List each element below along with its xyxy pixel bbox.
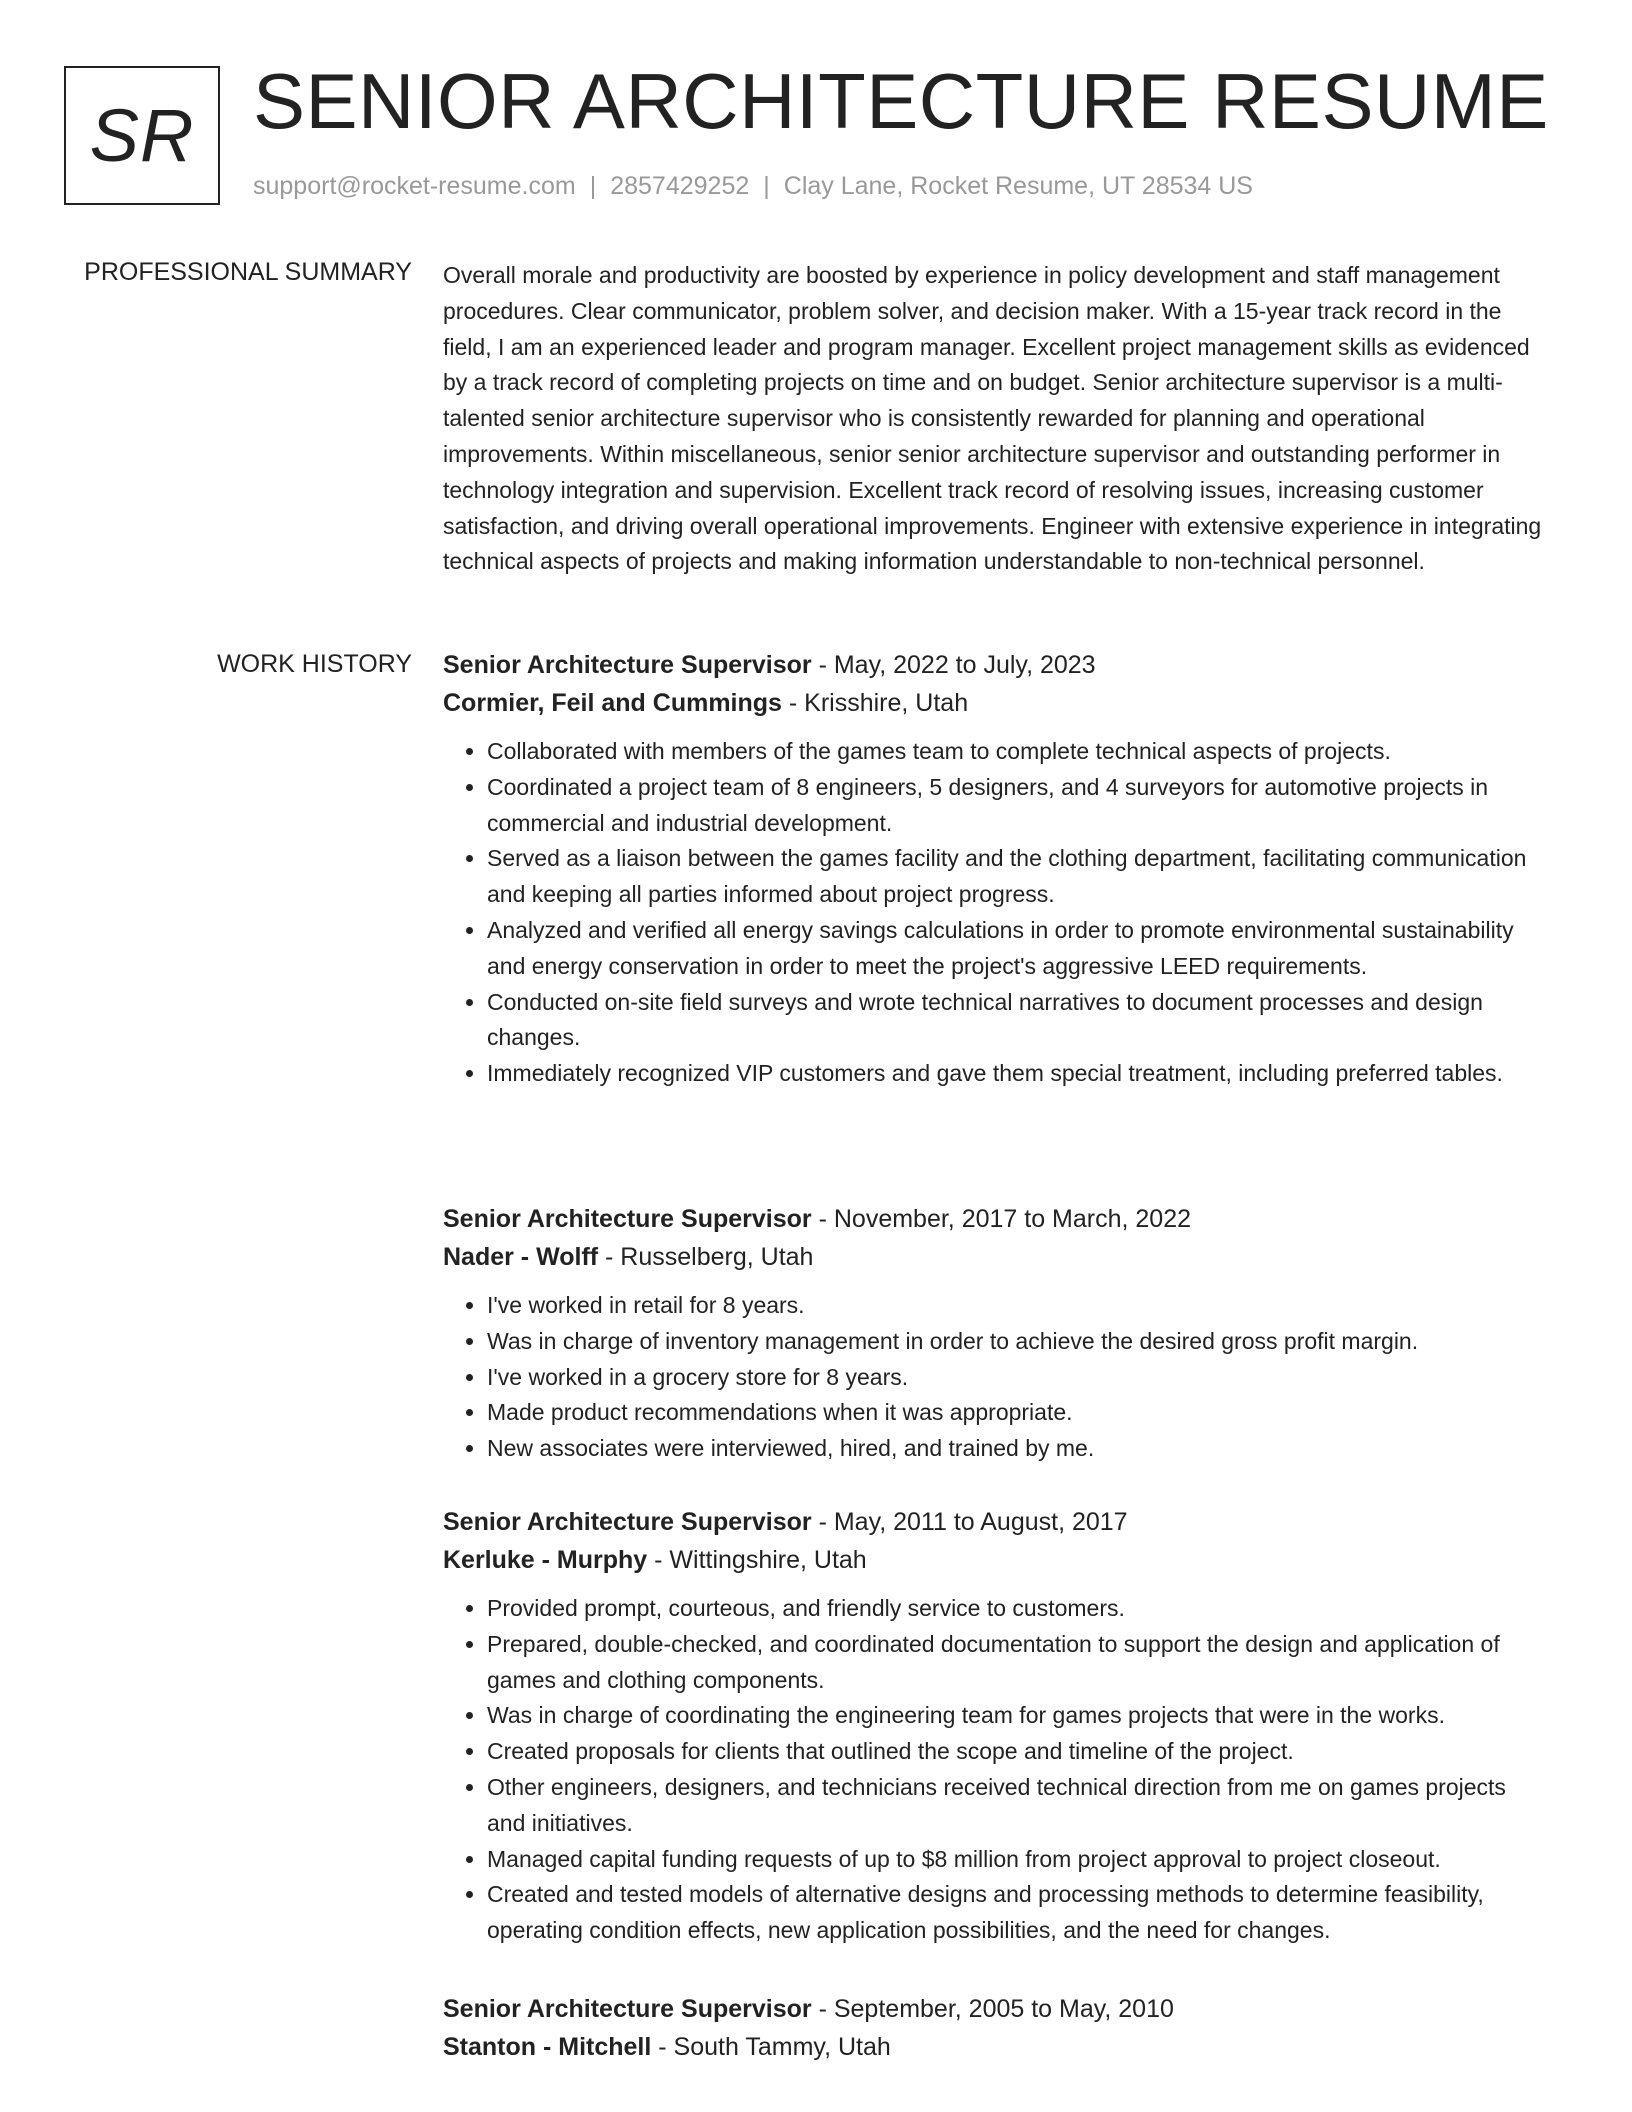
job-title: Senior Architecture Supervisor [443,651,812,679]
job-title-line [443,1503,1543,1541]
bullet-item: • Was in charge of coordinating the engineering team for games projects that were in the works. [487,1698,1543,1734]
job-dates: - May, 2011 to August, 2017 [811,1508,1128,1536]
bullet-item: • I've worked in a grocery store for 8 years. [487,1360,1543,1396]
phone[interactable]: 2857429252 [610,172,750,200]
separator: | [589,172,597,200]
job-bullets [443,1288,1543,1467]
job-company-line [443,684,1543,722]
job-title-line [443,646,1543,684]
job-entry [443,1990,1543,2066]
job-dates: - May, 2022 to July, 2023 [811,651,1096,679]
company-location: - South Tammy, Utah [651,2033,891,2061]
company-location: - Wittingshire, Utah [647,1546,867,1574]
bullet-item: • Immediately recognized VIP customers and gave them special treatment, including preferred tables. [487,1056,1543,1092]
bullet-item: • Provided prompt, courteous, and friendly service to customers. [487,1591,1543,1627]
summary-section [443,258,1543,580]
company-location: - Russelberg, Utah [598,1243,814,1271]
company-name: Kerluke - Murphy [443,1546,648,1574]
bullet-item: • Prepared, double-checked, and coordinated documentation to support the design and application of games and clothing components. [487,1627,1543,1699]
bullet-item: • Created proposals for clients that outlined the scope and timeline of the project. [487,1734,1543,1770]
bullet-item: • Coordinated a project team of 8 engineers, 5 designers, and 4 surveyors for automotive projects in commercial and industrial development. [487,770,1543,842]
work-history-label: WORK HISTORY [217,650,412,678]
bullet-item: • Made product recommendations when it was appropriate. [487,1395,1543,1431]
job-title: Senior Architecture Supervisor [443,1995,812,2023]
summary-text: Overall morale and productivity are boosted by experience in policy development and staff management procedures. Clear communicator, problem solver, and decision maker. With a 15-year track record in the field, I am an experienced leader and program manager. Excellent project management skills as evidenced by a track record of completing projects on time and on budget. Senior architecture supervisor is a multi-talented senior architecture supervisor who is consistently rewarded for planning and operational improvements. Within miscellaneous, senior senior architecture supervisor and outstanding performer in technology integration and supervision. Excellent track record of resolving issues, increasing customer satisfaction, and driving overall operational improvements. Engineer with extensive experience in integrating technical aspects of projects and making information understandable to non-technical personnel. [443,262,1542,575]
bullet-item: • New associates were interviewed, hired, and trained by me. [487,1431,1543,1467]
bullet-item: • Served as a liaison between the games facility and the clothing department, facilitating communication and keeping all parties informed about project progress. [487,841,1543,913]
job-company-line [443,1238,1543,1276]
company-location: - Krisshire, Utah [781,689,969,717]
job-entry [443,646,1543,1092]
bullet-item: • Analyzed and verified all energy savings calculations in order to promote environmental sustainability and energy conservation in order to meet the project's aggressive LEED requirements. [487,913,1543,985]
bullet-item: • Collaborated with members of the games team to complete technical aspects of projects. [487,734,1543,770]
job-title: Senior Architecture Supervisor [443,1508,812,1536]
bullet-item: • Was in charge of inventory management in order to achieve the desired gross profit margin. [487,1324,1543,1360]
job-company-line [443,2028,1543,2066]
bullet-item: • I've worked in retail for 8 years. [487,1288,1543,1324]
resume-title: SENIOR ARCHITECTURE RESUME [253,57,1549,145]
company-name: Nader - Wolff [443,1243,599,1271]
bullet-item: • Other engineers, designers, and technicians received technical direction from me on games projects and initiatives. [487,1770,1543,1842]
company-name: Stanton - Mitchell [443,2033,652,2061]
job-bullets [443,1591,1543,1949]
separator: | [763,172,770,200]
contact-line [253,172,1253,201]
job-title-line [443,1200,1543,1238]
bullet-item: • Managed capital funding requests of up to $8 million from project approval to project closeout. [487,1842,1543,1878]
summary-label: PROFESSIONAL SUMMARY [84,258,412,286]
bullet-item: • Conducted on-site field surveys and wrote technical narratives to document processes and design changes. [487,985,1543,1057]
job-entry [443,1200,1543,1467]
job-bullets [443,734,1543,1092]
job-title-line [443,1990,1543,2028]
monogram: SR [64,66,220,205]
job-company-line [443,1541,1543,1579]
job-entry [443,1503,1543,1949]
address: Clay Lane, Rocket Resume, UT 28534 US [783,172,1253,200]
job-title: Senior Architecture Supervisor [443,1205,812,1233]
bullet-item: • Created and tested models of alternative designs and processing methods to determine feasibility, operating condition effects, new application possibilities, and the need for changes. [487,1877,1543,1949]
job-dates: - September, 2005 to May, 2010 [811,1995,1174,2023]
job-dates: - November, 2017 to March, 2022 [811,1205,1192,1233]
email[interactable]: support@rocket-resume.com [253,172,576,200]
company-name: Cormier, Feil and Cummings [443,689,782,717]
